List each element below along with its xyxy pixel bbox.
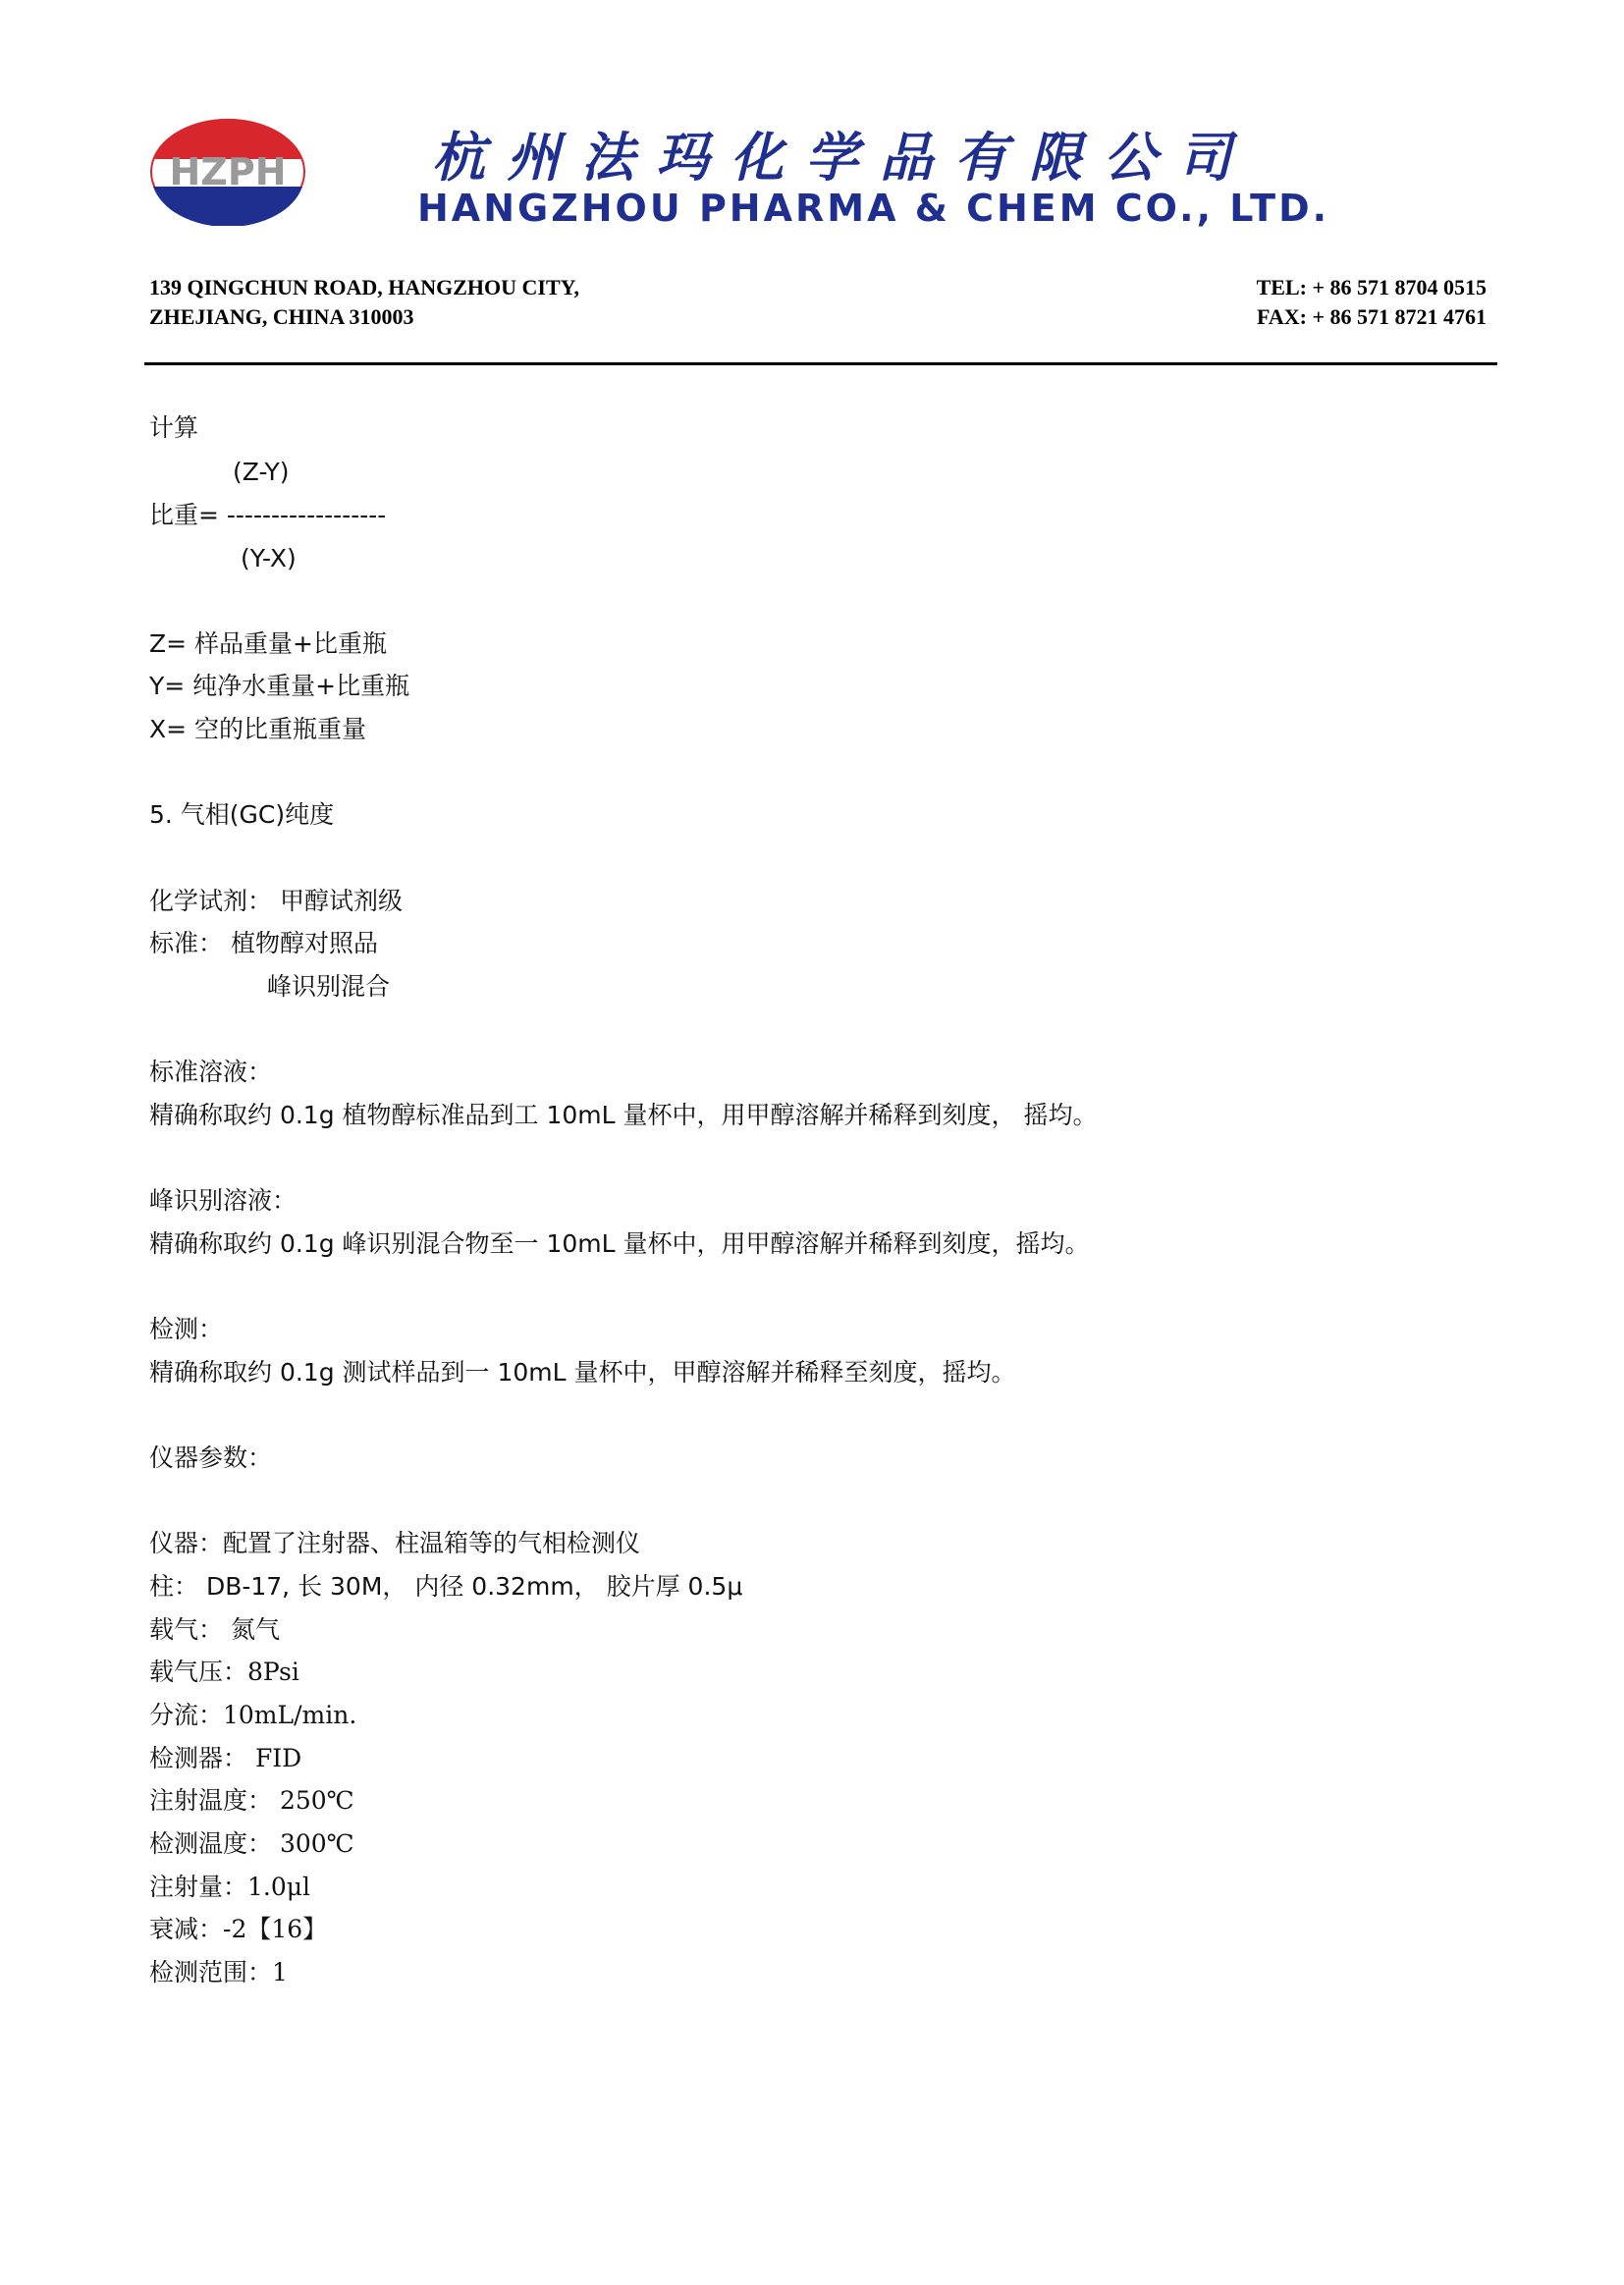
chemical-reagent: 化学试剂： 甲醇试剂级 (149, 887, 403, 915)
param-split: 分流：10mL/min. (149, 1701, 357, 1729)
company-contact (996, 273, 1487, 332)
peak-solution-title: 峰识别溶液： (149, 1186, 298, 1215)
formula-line: 比重= ------------------ (149, 501, 387, 529)
standard: 标准： 植物醇对照品 (149, 929, 378, 957)
tel-number: TEL: + 86 571 8704 0515 (1256, 275, 1487, 299)
x-definition: X= 空的比重瓶重量 (149, 715, 367, 743)
z-definition: Z= 样品重量+比重瓶 (149, 629, 387, 658)
param-carrier-gas: 载气： 氮气 (149, 1615, 280, 1644)
param-column: 柱： DB-17, 长 30M， 内径 0.32mm， 胶片厚 0.5μ (149, 1572, 743, 1601)
param-injection-temp: 注射温度： 250℃ (149, 1786, 354, 1815)
param-range: 检测范围：1 (149, 1958, 288, 1986)
address-line-1: 139 QINGCHUN ROAD, HANGZHOU CITY, (149, 275, 580, 299)
param-detector-temp: 检测温度： 300℃ (149, 1829, 354, 1858)
params-title: 仪器参数： (149, 1443, 273, 1472)
std-solution-text: 精确称取约 0.1g 植物醇标准品到工 10mL 量杯中，用甲醇溶解并稀释到刻度， 摇均。 (149, 1101, 1098, 1129)
company-address (149, 273, 837, 332)
param-detector: 检测器： FID (149, 1744, 302, 1772)
y-definition: Y= 纯净水重量+比重瓶 (149, 672, 410, 700)
peak-solution-text: 精确称取约 0.1g 峰识别混合物至一 10mL 量杯中，用甲醇溶解并稀释到刻度，摇均。 (149, 1229, 1090, 1258)
param-carrier-pressure: 载气压：8Psi (149, 1658, 299, 1686)
detect-title: 检测： (149, 1315, 224, 1343)
std-solution-title: 标准溶液： (149, 1058, 273, 1086)
company-logo (149, 118, 306, 226)
company-name-en: HANGZHOU PHARMA & CHEM CO., LTD. (417, 187, 1330, 230)
calc-heading: 计算 (149, 413, 199, 442)
param-attenuation: 衰减：-2【16】 (149, 1915, 328, 1943)
detect-text: 精确称取约 0.1g 测试样品到一 10mL 量杯中，甲醇溶解并稀释至刻度，摇均。 (149, 1358, 1016, 1387)
logo-text: HZPH (169, 150, 287, 193)
param-injection-volume: 注射量：1.0μl (149, 1873, 311, 1901)
formula-denominator: (Y-X) (241, 544, 297, 572)
fax-number: FAX: + 86 571 8721 4761 (1257, 304, 1487, 329)
header-divider (144, 362, 1497, 365)
company-name-cn: 杭州法玛化学品有限公司 (432, 126, 1253, 189)
formula-numerator: (Z-Y) (233, 458, 290, 486)
section-title-gc: 5. 气相(GC)纯度 (149, 800, 335, 829)
param-instrument: 仪器：配置了注射器、柱温箱等的气相检测仪 (149, 1529, 641, 1557)
standard-peak-mix: 峰识别混合 (267, 972, 391, 1001)
address-line-2: ZHEJIANG, CHINA 310003 (149, 304, 414, 329)
